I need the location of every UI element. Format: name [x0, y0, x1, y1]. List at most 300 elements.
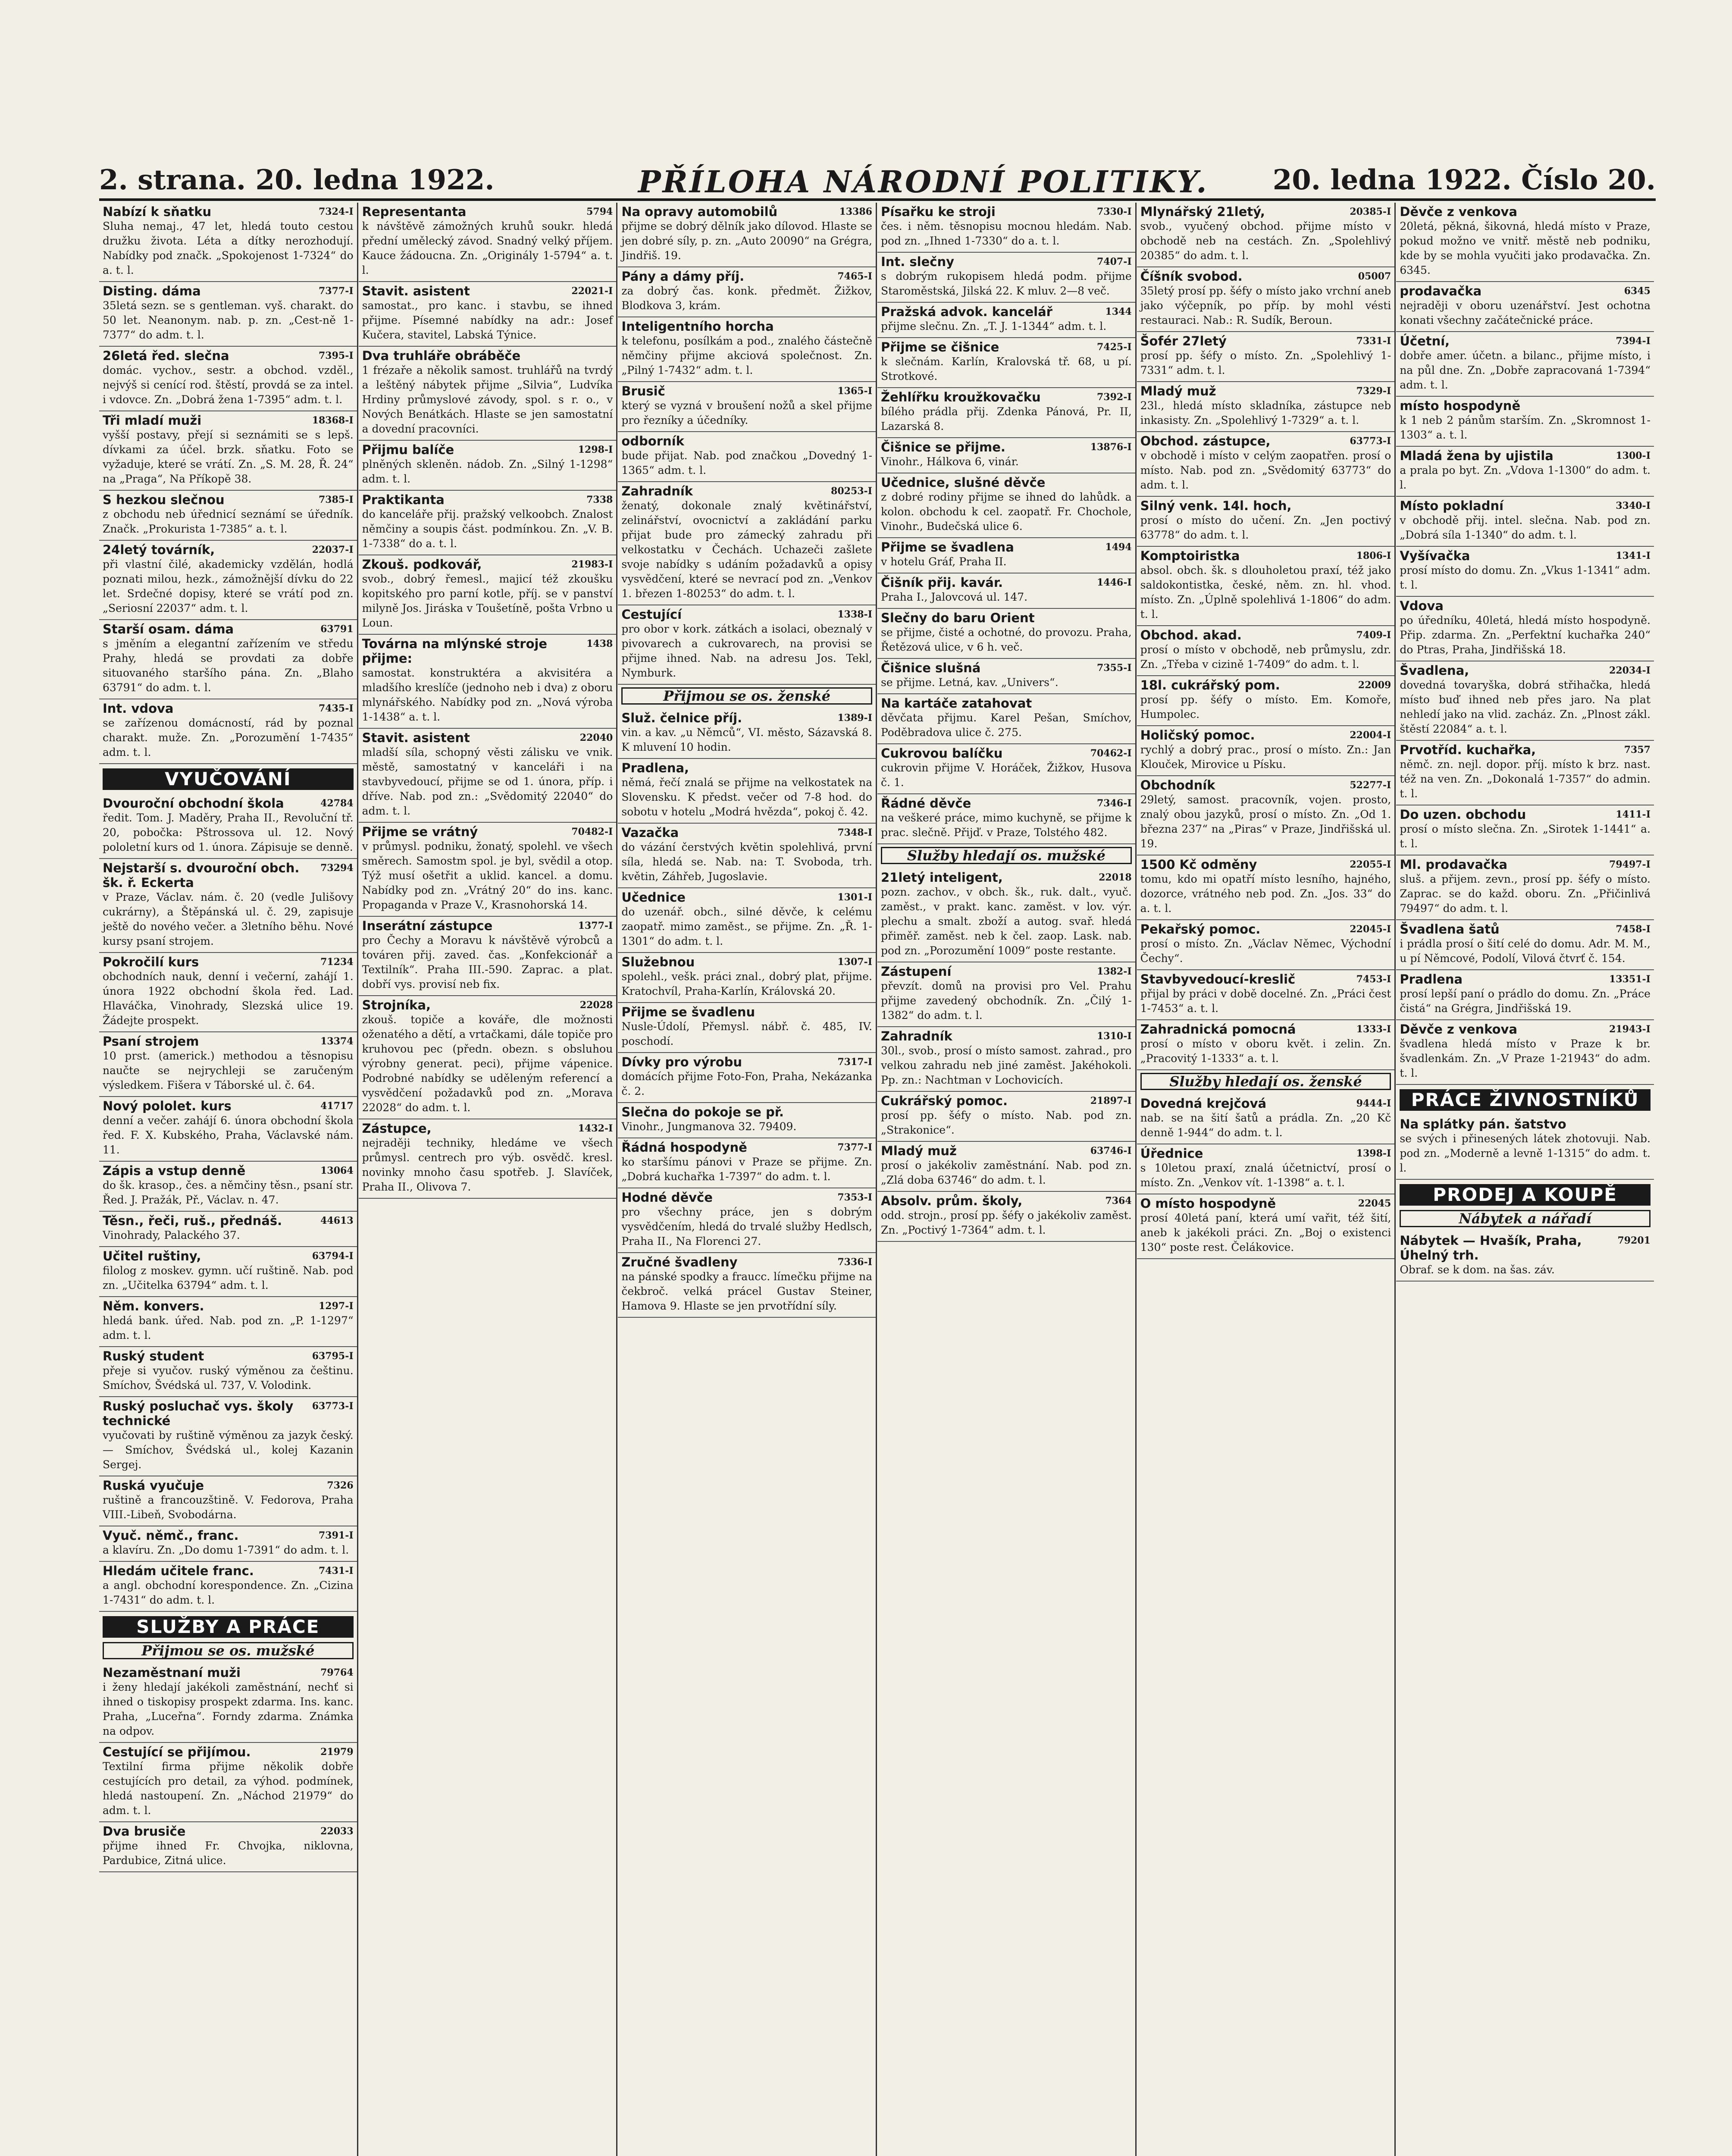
ad-heading: Učitel ruštiny,	[103, 1249, 201, 1263]
ad-number: 7425-I	[1097, 342, 1132, 353]
classified-ad	[1137, 776, 1395, 856]
ad-heading: Representanta	[362, 204, 467, 219]
ad-heading: Vyuč. němč., franc.	[103, 1528, 239, 1543]
ad-text: Praha I., Jalovcová ul. 147.	[881, 591, 1028, 603]
ad-number: 63795-I	[312, 1351, 354, 1362]
classified-ad	[618, 605, 876, 685]
ad-number: 05007	[1358, 271, 1391, 282]
ad-column	[359, 203, 618, 2156]
ad-text: 23l., hledá místo skladníka, zástupce neb inkasisty. Zn. „Spolehlivý 1-7329“ a. t. l.	[1140, 399, 1391, 426]
ad-heading: místo hospodyně	[1400, 398, 1521, 413]
classified-ad	[99, 411, 357, 491]
ad-text: vin. a kav. „u Němců“, VI. město, Sázavská 8. K mluvení 10 hodin.	[621, 726, 872, 753]
ad-heading: Něm. konvers.	[103, 1299, 204, 1313]
section-banner: PRÁCE ŽIVNOSTNÍKŮ	[1400, 1089, 1651, 1111]
ad-heading: S hezkou slečnou	[103, 492, 225, 507]
ad-heading: Účetní,	[1400, 334, 1450, 348]
ad-heading: Cukrářský pomoc.	[881, 1094, 1008, 1108]
classified-ad	[359, 347, 617, 441]
ad-text: prosí pp. šéfy o místo. Zn. „Spolehlivý 1-7331“ adm. t. l.	[1140, 349, 1391, 376]
ad-number: 7395-I	[319, 350, 354, 361]
section-subheading: Služby hledají os. mužské	[881, 847, 1132, 864]
ad-number: 7353-I	[837, 1192, 872, 1203]
ad-heading: Nabízí k sňatku	[103, 204, 212, 219]
classified-ad	[99, 1526, 357, 1562]
ad-text: na pánské spodky a fraucc. límečku přijme na čekbroč. velká prácel Gustav Steiner, Hamova 9. Hlaste se jen prvotřídní síly.	[621, 1270, 872, 1312]
ad-text: dovedná tovaryška, dobrá střihačka, hledá místo buď ihned neb přes jaro. Na plat nehledí jako na vlid. zacház. Zn. „Plnost zákl. štěstí 22084“ a. t. l.	[1400, 679, 1651, 735]
ad-number: 7355-I	[1097, 662, 1132, 674]
ad-text: prosí o místo v oboru květ. i zelin. Zn. „Pracovitý 1-1333“ a. t. l.	[1140, 1037, 1391, 1065]
ad-number: 1438	[586, 638, 613, 649]
ad-heading: Děvče z venkova	[1400, 1022, 1518, 1037]
ad-number: 9444-I	[1356, 1098, 1391, 1109]
ad-text: v obchodě přij. intel. slečna. Nab. pod zn. „Dobrá síla 1-1340“ do adm. t. l.	[1400, 514, 1651, 541]
classified-ad	[1137, 726, 1395, 776]
classified-ad	[99, 347, 357, 411]
ad-number: 3340-I	[1616, 500, 1651, 511]
ad-text: svob., dobrý řemesl., majicí též zkoušku kopitského pro parní kotle, příj. se v panství milyně Jos. Jiráska v Toušetíně, pošta Vrbno u Loun.	[362, 573, 613, 629]
ad-number: 42784	[320, 798, 354, 809]
ad-heading: Místo pokladní	[1400, 498, 1504, 513]
ad-text: se přijme, čisté a ochotné, do provozu. Praha, Řetězová ulice, v 6 h. več.	[881, 626, 1132, 653]
ad-number: 63773-I	[312, 1401, 354, 1412]
ad-heading: Šofér 27letý	[1140, 334, 1227, 348]
ad-text: i prádla prosí o šití celé do domu. Adr. M. M., u pí Němcové, Podolí, Vilová čtvrť č. 154.	[1400, 937, 1651, 965]
ad-heading: Nejstarší s. dvouroční obch. šk. ř. Eckerta	[103, 861, 300, 890]
classified-ad	[1396, 805, 1654, 856]
ad-number: 7409-I	[1356, 630, 1391, 641]
ad-number: 22033	[320, 1826, 354, 1837]
classified-ad	[99, 1297, 357, 1347]
ad-number: 22021-I	[571, 285, 613, 297]
ad-text: převzít. domů na provisi pro Vel. Prahu přijme zavedený obchodník. Zn. „Čilý 1-1382“ do adm. t. l.	[881, 980, 1132, 1022]
classified-ad	[618, 317, 876, 382]
classified-ad	[99, 282, 357, 347]
ad-heading: Na opravy automobilů	[621, 204, 778, 219]
ad-number: 7465-I	[837, 271, 872, 282]
ad-number: 7377-I	[319, 285, 354, 297]
classified-ad	[877, 338, 1135, 388]
ad-text: odd. strojn., prosí pp. šéfy o jakékoliv zaměst. Zn. „Poctivý 1-7364“ adm. t. l.	[881, 1209, 1132, 1236]
ad-heading: Číšník svobod.	[1140, 269, 1243, 284]
ad-number: 7431-I	[319, 1565, 354, 1576]
classified-ad	[618, 203, 876, 267]
section-subheading: Přijmou se os. ženské	[621, 687, 872, 705]
section-banner: VYUČOVÁNÍ	[103, 768, 354, 790]
ad-number: 5794	[586, 206, 613, 217]
ad-text: obchodních nauk, denní i večerní, zahájí 1. února 1922 obchodní škola řed. Lad. Hlaváčka, Vinohrady, Slezská ulice 19. Žádejte prospekt.	[103, 970, 354, 1027]
ad-heading: Přijmu balíče	[362, 442, 454, 457]
classified-ad	[99, 953, 357, 1032]
classified-ad	[99, 794, 357, 859]
ad-text: prosí lepší paní o prádlo do domu. Zn. „Práce čistá“ na Grégra, Jindřišská 19.	[1400, 987, 1651, 1015]
classified-ad	[99, 1032, 357, 1097]
ad-text: čes. i něm. těsnopisu mocnou hledám. Nab. pod zn. „Ihned 1-7330“ do a. t. l.	[881, 220, 1132, 247]
ad-text: s dobrým rukopisem hledá podm. přijme Staroměstská, Jilská 22. K mluv. 2—8 več.	[881, 270, 1132, 297]
classified-ad	[99, 1743, 357, 1822]
classified-ad	[1137, 267, 1395, 332]
header-left: 2. strana. 20. ledna 1922.	[99, 164, 495, 196]
ad-number: 44613	[320, 1215, 354, 1226]
classified-ad	[877, 1027, 1135, 1092]
ad-text: 30l., svob., prosí o místo samost. zahrad., pro velkou zahradu neb jiné zaměst. Jakéhokoli. Pp. zn.: Nachtman v Lochovicích.	[881, 1044, 1132, 1086]
ad-text: do šk. krasop., čes. a němčiny těsn., psaní str. Řed. J. Pražák, Př., Václav. n. 47.	[103, 1179, 354, 1206]
ad-text: ko staršímu pánovi v Praze se přijme. Zn. „Dobrá kuchařka 1-7397“ do adm. t. l.	[621, 1156, 872, 1183]
ad-heading: Absolv. prům. školy,	[881, 1194, 1023, 1208]
ad-heading: Přijme se švadlena	[881, 540, 1014, 555]
ad-number: 63794-I	[312, 1250, 354, 1262]
ad-heading: Praktikanta	[362, 492, 445, 507]
classified-ad	[1396, 1020, 1654, 1085]
ad-heading: Dva brusiče	[103, 1824, 186, 1839]
ad-heading: Prvotříd. kuchařka,	[1400, 743, 1536, 757]
ad-text: s 10letou praxí, znalá účetnictví, prosí o místo. Zn. „Venkov vít. 1-1398“ a. t. l.	[1140, 1162, 1391, 1189]
ad-text: prosí o místo. Zn. „Václav Němec, Východní Čechy“.	[1140, 937, 1391, 965]
ad-column	[877, 203, 1137, 2156]
classified-ad	[877, 694, 1135, 744]
ad-heading: Nový pololet. kurs	[103, 1099, 232, 1113]
page-header	[99, 160, 1656, 201]
ad-text: pozn. zachov., v obch. šk., ruk. dalt., vyuč. zaměst., v prakt. kanc. zaměst. v lov. výr. plechu a smalt. zboží a autog. svař. hledá přiměř. zaměst. neb k čel. zaop. Lask. nab. pod zn. „Porozumění 1009“ poste restante.	[881, 886, 1132, 957]
ad-heading: Int. slečny	[881, 254, 955, 269]
ad-heading: Pány a dámy příj.	[621, 269, 745, 284]
ad-heading: Dva truhláře obráběče	[362, 348, 521, 363]
ad-heading: Slečna do pokoje se př.	[621, 1105, 784, 1119]
ad-number: 7329-I	[1356, 385, 1391, 397]
ad-heading: Zahradník	[621, 484, 693, 498]
ad-heading: Ml. prodavačka	[1400, 857, 1508, 872]
ad-heading: Továrna na mlýnské stroje přijme:	[362, 636, 548, 666]
ad-number: 63791	[320, 624, 354, 635]
ad-heading: Komptoiristka	[1140, 548, 1240, 563]
ad-number: 7348-I	[837, 827, 872, 838]
ad-text: prosí pp. šéfy o místo. Nab. pod zn. „Strakonice“.	[881, 1109, 1132, 1136]
ad-number: 22055-I	[1350, 859, 1391, 870]
ad-number: 22034-I	[1609, 665, 1651, 676]
classified-ad	[877, 1142, 1135, 1192]
ad-number: 1300-I	[1616, 450, 1651, 461]
ad-heading: 26letá řed. slečna	[103, 348, 229, 363]
classified-ad	[877, 473, 1135, 538]
classified-ad	[618, 1053, 876, 1103]
ad-text: který se vyzná v broušení nožů a skel přijme pro řezníky a účedníky.	[621, 399, 872, 426]
ad-number: 13876-I	[1090, 442, 1132, 453]
ad-number: 1338-I	[837, 609, 872, 620]
section-banner: SLUŽBY A PRÁCE	[103, 1616, 354, 1638]
classified-ad	[877, 609, 1135, 659]
classified-ad	[1396, 547, 1654, 597]
ad-text: přijme se dobrý dělník jako dílovod. Hlaste se jen dobré síly, p. zn. „Auto 20090“ na Grégra, Jindřiš. 19.	[621, 220, 872, 262]
ad-heading: Děvče z venkova	[1400, 204, 1518, 219]
classified-ad	[618, 382, 876, 432]
classified-ad	[359, 555, 617, 635]
edge-strip	[1664, 203, 1720, 2156]
ad-text: v obchodě i místo v celým zaopatřen. prosí o místo. Nab. pod zn. „Svědomitý 63773“ do adm. t. l.	[1140, 449, 1391, 491]
ad-number: 79764	[320, 1667, 354, 1678]
ad-text: vyučovati by ruštině výměnou za jazyk český. — Smíchov, Švédská ul., kolej Kazanin Sergej.	[103, 1429, 354, 1471]
classified-ad	[1137, 676, 1395, 726]
ad-text: děvčata přijmu. Karel Pešan, Smíchov, Poděbradova ulice č. 275.	[881, 711, 1132, 739]
classified-ad	[1137, 920, 1395, 970]
classified-ad	[359, 635, 617, 729]
ad-text: němá, řečí znalá se přijme na velkostatek na Slovensku. K předst. večer od 7-8 hod. do sobotu v hotelu „Modrá hvězda“, pokoj č. 42.	[621, 776, 872, 818]
classified-ad	[99, 1212, 357, 1247]
ad-text: ženatý, dokonale znalý květinářství, zelinářství, ovocnictví a zakládání parku přijat bude pro zámecký zahradu při velkostatku v Čechách. Uchazeči zašlete svoje nabídky s udáním požadavků a opisy vysvědčení, které se nevrací pod zn. „Venkov 1. březen 1-80253“ do adm. t. l.	[621, 499, 872, 600]
ad-column	[1396, 203, 1654, 2156]
classified-ad	[99, 1097, 357, 1162]
ad-text: 1 frézaře a několik samost. truhlářů na tvrdý a leštěný nábytek přijme „Silvia“, Ludvíka Hrdiny průmyslové závody, spol. s r. o., v Nových Benátkách. Hlaste se jen samostatní a dovední pracovníci.	[362, 364, 613, 435]
classified-ad	[1396, 856, 1654, 920]
ad-heading: Int. vdova	[103, 701, 174, 716]
classified-ad	[1137, 1194, 1395, 1259]
ad-heading: odborník	[621, 434, 684, 448]
ad-number: 13064	[320, 1165, 354, 1176]
ad-text: k 1 neb 2 pánům starším. Zn. „Skromnost 1-1303“ a. t. l.	[1400, 414, 1651, 441]
classified-ad	[618, 824, 876, 888]
ad-number: 1377-I	[578, 920, 613, 931]
ad-heading: Pražská advok. kancelář	[881, 304, 1052, 319]
classified-ad	[359, 282, 617, 347]
classified-ad	[359, 729, 617, 823]
ad-column	[99, 203, 358, 2156]
ad-heading: Pradlena,	[621, 761, 689, 775]
ad-number: 7346-I	[1097, 798, 1132, 809]
ad-heading: Strojníka,	[362, 998, 431, 1012]
ad-number: 7364	[1105, 1195, 1132, 1206]
ad-heading: Starší osam. dáma	[103, 622, 234, 636]
ad-heading: Ruský posluchač vys. školy technické	[103, 1399, 294, 1428]
ad-text: k telefonu, posílkám a pod., znalého částečně němčiny přijme akciová společnost. Zn. „Pilný 1-7432“ adm. t. l.	[621, 335, 872, 376]
ad-column	[618, 203, 877, 2156]
ad-number: 1806-I	[1356, 550, 1391, 561]
ad-heading: Zahradník	[881, 1029, 952, 1044]
ad-text: Vinohr., Hálkova 6, vinár.	[881, 455, 1019, 468]
ad-number: 1446-I	[1097, 577, 1132, 588]
ad-text: rychlý a dobrý prac., prosí o místo. Zn.: Jan Klouček, Mirovice u Písku.	[1140, 743, 1391, 771]
classified-ad	[877, 744, 1135, 794]
ad-heading: Čišník přij. kavár.	[881, 575, 1003, 590]
ad-number: 79497-I	[1609, 859, 1651, 870]
ad-heading: Mladý muž	[881, 1144, 957, 1158]
ad-heading: Mlynářský 21letý,	[1140, 204, 1265, 219]
ad-number: 22004-I	[1350, 730, 1391, 741]
ad-heading: Mladá žena by ujistila	[1400, 448, 1553, 463]
classified-ad	[1396, 920, 1654, 970]
ad-heading: Písařku ke stroji	[881, 204, 996, 219]
ad-number: 13374	[320, 1036, 354, 1047]
ad-heading: 18l. cukrářský pom.	[1140, 678, 1280, 693]
classified-ad	[1137, 626, 1395, 676]
classified-ad	[1137, 1020, 1395, 1070]
ad-text: domác. vychov., sestr. a obchod. vzděl., nejvýš si cenící rod. štěstí, provdá se za intel. i vdovce. Zn. „Dobrá žena 1-7395“ adm. t. l.	[103, 364, 354, 406]
ad-heading: Švadlena,	[1400, 663, 1469, 678]
ad-heading: Brusič	[621, 384, 665, 398]
ad-number: 1307-I	[837, 956, 872, 968]
classified-ad	[618, 1253, 876, 1318]
ad-number: 7331-I	[1356, 335, 1391, 347]
classified-ad	[618, 953, 876, 1003]
ad-text: za dobrý čas. konk. předmět. Žižkov, Blodkova 3, krám.	[621, 285, 872, 312]
ad-text: bude přijat. Nab. pod značkou „Dovedný 1-1365“ adm. t. l.	[621, 449, 872, 476]
ad-heading: 24letý továrník,	[103, 542, 215, 557]
section-subheading: Přijmou se os. mužské	[103, 1642, 354, 1659]
ad-heading: Ruský student	[103, 1349, 204, 1363]
classified-ad	[877, 303, 1135, 338]
classified-ad	[1396, 497, 1654, 547]
ad-text: z obchodu neb úřednicí seznámí se úředník. Značk. „Prokurista 1-7385“ a. t. l.	[103, 508, 354, 535]
ad-number: 1432-I	[578, 1123, 613, 1134]
ad-heading: Učednice, slušné děvče	[881, 475, 1046, 490]
ad-number: 7392-I	[1097, 392, 1132, 403]
classified-ad	[877, 438, 1135, 473]
ad-text: přeje si vyučov. ruský výměnou za češtinu. Smíchov, Švédská ul. 737, V. Volodink.	[103, 1364, 354, 1391]
ad-number: 7391-I	[319, 1530, 354, 1541]
ad-number: 18368-I	[312, 415, 354, 426]
ad-text: v hotelu Gráf, Praha II.	[881, 555, 1007, 568]
section-subheading: Nábytek a nářadí	[1400, 1210, 1651, 1227]
ad-number: 1341-I	[1616, 550, 1651, 561]
ad-number: 22018	[1099, 872, 1132, 883]
ad-heading: Švadlena šatů	[1400, 922, 1500, 937]
classified-ad	[877, 388, 1135, 438]
classified-ad	[1396, 661, 1654, 741]
classified-ad	[1137, 497, 1395, 547]
ad-text: pro obor v kork. zátkách a isolaci, obeznalý v pivovarech a cukrovarech, na provisi se přijme ihned. Nab. na adresu Jos. Tekl, Nymburk.	[621, 623, 872, 679]
ad-number: 41717	[320, 1100, 354, 1112]
classified-ad	[618, 482, 876, 605]
ad-number: 7317-I	[837, 1056, 872, 1068]
ad-number: 1398-I	[1356, 1148, 1391, 1159]
ad-number: 22040	[579, 732, 613, 743]
ad-number: 1389-I	[837, 712, 872, 724]
ad-heading: 21letý inteligent,	[881, 870, 1003, 885]
classified-ad	[618, 1188, 876, 1253]
ad-heading: Ruská vyučuje	[103, 1478, 204, 1493]
classified-ad	[99, 699, 357, 764]
classified-ad	[99, 859, 357, 953]
ad-heading: Cestující	[621, 607, 682, 622]
classified-ad	[618, 432, 876, 482]
ad-text: Sluha nemaj., 47 let, hledá touto cestou družku života. Léta a dítky nerozhodují. Nabídky pod značk. „Spokojenost 1-7324“ do a. t. l.	[103, 220, 354, 276]
ad-text: němč. zn. nejl. dopor. příj. místo k brz. nast. též na ven. Zn. „Dokonalá 1-7357“ do admin. t. l.	[1400, 758, 1651, 800]
classified-ad	[359, 203, 617, 282]
classified-ad	[618, 709, 876, 759]
ad-text: prosí místo do domu. Zn. „Vkus 1-1341“ adm. t. l.	[1400, 564, 1651, 591]
ad-heading: Cukrovou balíčku	[881, 746, 1003, 761]
classified-ad	[1137, 970, 1395, 1020]
ad-number: 7336-I	[837, 1257, 872, 1268]
ad-number: 7330-I	[1097, 206, 1132, 217]
ad-text: samostat. konstruktéra a akvisitéra a mladšího kreslíče (jednoho neb i dva) z oboru mlynářského. Nabídky pod zn. „Nová výroba 1-1438“ a. t. l.	[362, 667, 613, 723]
ad-heading: Zápis a vstup denně	[103, 1163, 246, 1178]
ad-heading: Řádné děvče	[881, 796, 971, 811]
ad-heading: Zkouš. podkovář,	[362, 557, 482, 572]
ad-text: v průmysl. podniku, žonatý, spolehl. ve všech směrech. Samostm spol. je byl, svědil a otop. Týž musí ošetřit a uklid. kancel. a domu. Nabídky pod zn. „Vrátný 20“ do ins. kanc. Propaganda v Praze V., Krasnohorská 14.	[362, 840, 613, 911]
ad-number: 1365-I	[837, 385, 872, 397]
classified-ad	[359, 996, 617, 1119]
classified-ad	[618, 1103, 876, 1138]
ad-text: pro Čechy a Moravu k návštěvě výrobců a továren přij. zaved. čas. „Konfekcionář a Textilník“. Praha III.-590. Zaprac. a plat. dobří vys. provisí neb fix.	[362, 934, 613, 990]
ad-text: prosí o místo v obchodě, neb průmyslu, zdr. Zn. „Třeba v cizině 1-7409“ do adm. t. l.	[1140, 643, 1391, 671]
ad-number: 7326	[327, 1480, 354, 1491]
classified-ad	[99, 1476, 357, 1526]
classified-ad	[877, 538, 1135, 573]
ad-text: nejraději v oboru uzenářství. Jest ochotna konati všechny začátečnické práce.	[1400, 299, 1651, 326]
ad-text: do vázání čerstvých květin spolehlivá, první síla, hledá se. Nab. na: T. Svoboda, trh. květin, Záhřeb, Jugoslavie.	[621, 841, 872, 883]
ad-text: přijal by práci v době docelné. Zn. „Práci čest 1-7453“ a. t. l.	[1140, 987, 1391, 1015]
classified-ad	[99, 1562, 357, 1612]
ad-heading: Obchodník	[1140, 778, 1215, 793]
ad-text: se zařízenou domácností, rád by poznal charakt. muže. Zn. „Porozumění 1-7435“ adm. t. l.	[103, 717, 354, 758]
ad-text: do kanceláře přij. pražský velkoobch. Znalost němčiny a soupis část. podmínkou. Zn. „V. B. 1-7338“ do a. t. l.	[362, 508, 613, 550]
ad-heading: Na kartáče zatahovat	[881, 696, 1032, 711]
classified-ad	[99, 1664, 357, 1743]
ad-number: 20385-I	[1350, 206, 1391, 217]
ad-text: a klavíru. Zn. „Do domu 1-7391“ do adm. t. l.	[103, 1544, 349, 1556]
ad-heading: Dvouroční obchodní škola	[103, 796, 284, 811]
classified-ad	[99, 1247, 357, 1297]
ad-number: 1494	[1105, 542, 1132, 553]
ad-heading: Pokročilí kurs	[103, 955, 199, 969]
ad-number: 52277-I	[1350, 780, 1391, 791]
ad-number: 1344	[1105, 306, 1132, 317]
ad-text: Textilní firma přijme několik dobře cestujících pro detail, za výhod. podmínek, hledá nastoupení. Zn. „Náchod 21979“ do adm. t. l.	[103, 1760, 354, 1817]
classified-ad	[618, 267, 876, 317]
ad-number: 21897-I	[1090, 1095, 1132, 1106]
ad-heading: Pradlena	[1400, 972, 1463, 987]
section-banner: PRODEJ A KOUPĚ	[1400, 1184, 1651, 1206]
ad-text: z dobré rodiny přijme se ihned do lahůdk. a kolon. obchodu k cel. zaopatř. Fr. Chochole, Vinohr., Budečská ulice 6.	[881, 491, 1132, 533]
section-subheading: Služby hledají os. ženské	[1140, 1073, 1391, 1090]
classified-ad	[877, 253, 1135, 303]
ad-heading: Silný venk. 14l. hoch,	[1140, 498, 1292, 513]
ad-number: 21979	[320, 1746, 354, 1758]
ad-text: domácích přijme Foto-Fon, Praha, Nekázanka č. 2.	[621, 1070, 872, 1097]
ad-number: 22037-I	[312, 544, 354, 555]
ad-heading: Stavit. asistent	[362, 284, 470, 298]
ad-text: spolehl., vešk. práci znal., dobrý plat, přijme. Kratochvíl, Praha-Karlín, Královská 20.	[621, 970, 872, 997]
ad-heading: Pekařský pomoc.	[1140, 922, 1261, 937]
ad-text: 35letá sezn. se s gentleman. vyš. charakt. do 50 let. Neanonym. nab. p. zn. „Cest-ně 1-7377“ do adm. t. l.	[103, 299, 354, 341]
ad-heading: 1500 Kč odměny	[1140, 857, 1257, 872]
ad-heading: Vazačka	[621, 825, 679, 840]
classified-ad	[877, 962, 1135, 1027]
classified-ad	[1396, 203, 1654, 282]
ad-text: denní a večer. zahájí 6. února obchodní škola řed. F. X. Kubského, Praha, Václavské nám. 11.	[103, 1114, 354, 1156]
ad-heading: Dívky pro výrobu	[621, 1055, 742, 1069]
ad-heading: Zástupení	[881, 964, 952, 979]
classified-ad	[359, 491, 617, 555]
classified-ad	[1137, 203, 1395, 267]
ad-heading: Inteligentního horcha	[621, 319, 774, 334]
classified-ad	[1396, 282, 1654, 332]
ad-heading: Cestující se přijímou.	[103, 1745, 251, 1759]
ad-number: 22045	[1358, 1198, 1391, 1209]
ad-number: 1310-I	[1097, 1031, 1132, 1042]
classified-ad	[99, 541, 357, 620]
ad-number: 1301-I	[837, 892, 872, 903]
classified-ad	[99, 1347, 357, 1397]
ad-heading: Přijme se čišnice	[881, 340, 999, 354]
ad-text: pro všechny práce, jen s dobrým vysvědčením, hledá do trvalé služby Hedlsch, Praha II., Na Florenci 27.	[621, 1206, 872, 1247]
classified-ad	[618, 1138, 876, 1188]
ad-heading: Stavbyvedoucí-kreslič	[1140, 972, 1296, 987]
ad-number: 7458-I	[1616, 924, 1651, 935]
ad-text: plněných skleněn. nádob. Zn. „Silný 1-1298“ adm. t. l.	[362, 458, 613, 485]
ad-number: 79201	[1617, 1235, 1651, 1246]
classified-ad	[99, 1822, 357, 1872]
ad-number: 21983-I	[571, 559, 613, 570]
